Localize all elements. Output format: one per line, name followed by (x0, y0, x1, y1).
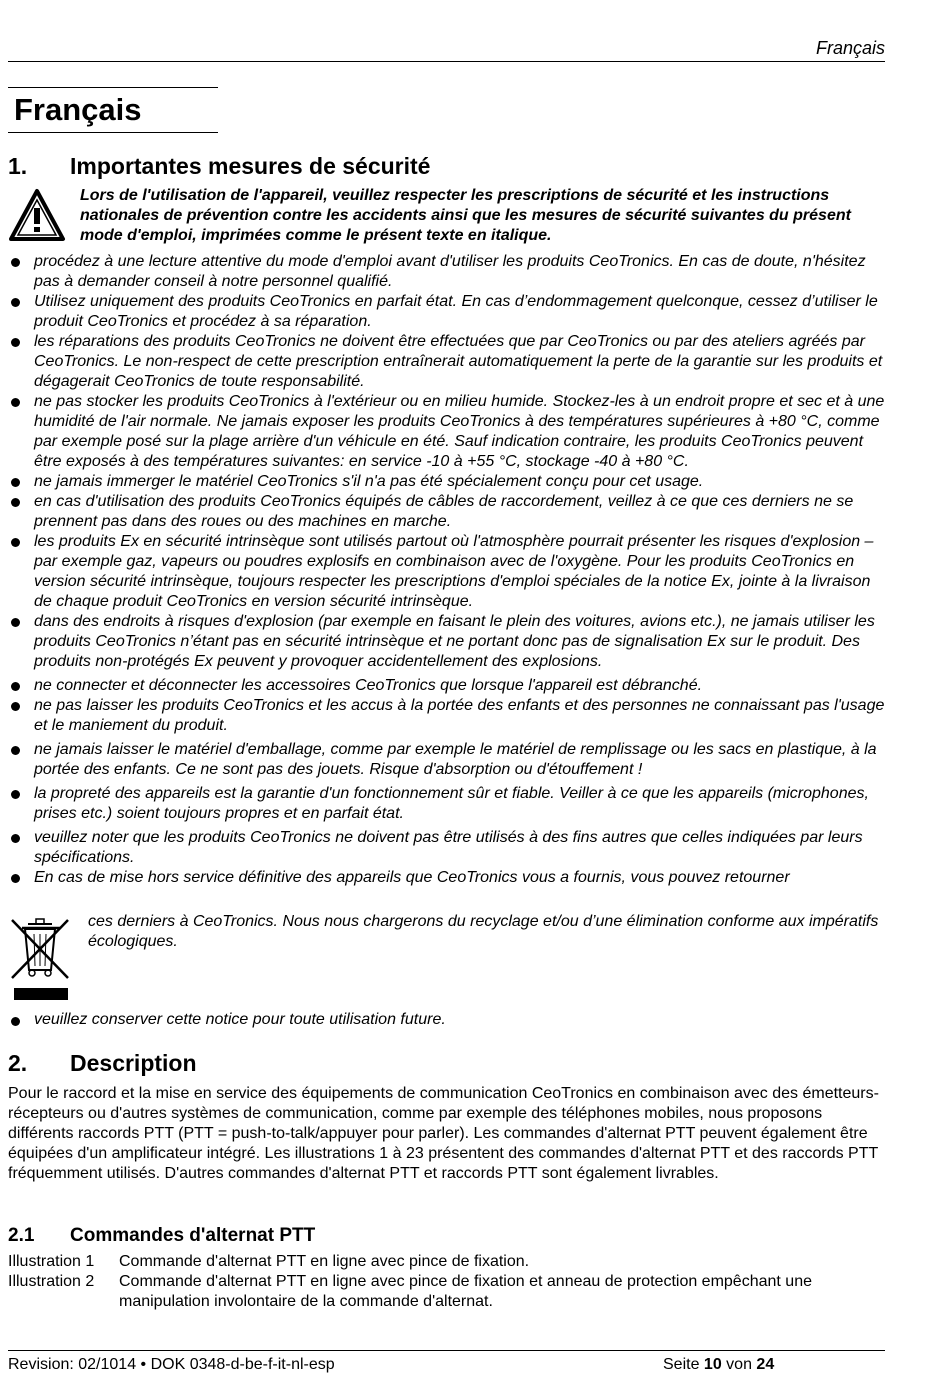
section-2-1-number: 2.1 (8, 1225, 35, 1246)
list-item: Utilisez uniquement des produits CeoTronics en parfait état. En cas d’endommagement quelconque, cessez d’utiliser le produit CeoTronics et procédez à sa réparation. (8, 292, 888, 332)
list-item: ne connecter et déconnecter les accessoires CeoTronics que lorsque l'appareil est débranché. (8, 676, 888, 696)
section-2-1-title: Commandes d'alternat PTT (70, 1225, 316, 1246)
language-title: Français (14, 92, 142, 127)
bullet-icon (11, 834, 20, 843)
bullet-icon (11, 258, 20, 267)
illustration-row (8, 1252, 888, 1272)
section-1-heading (8, 153, 430, 180)
safety-bullet-list (8, 252, 888, 888)
illustration-label: Illustration 2 (8, 1273, 95, 1290)
list-item: procédez à une lecture attentive du mode d'emploi avant d'utiliser les produits CeoTronics. En cas de doute, n'hésitez pas à demander conseil à notre personnel qualifié. (8, 252, 888, 292)
list-item: En cas de mise hors service définitive des appareils que CeoTronics vous a fournis, vous pouvez retourner (8, 868, 888, 888)
illustration-text: Commande d'alternat PTT en ligne avec pince de fixation. (119, 1253, 530, 1270)
disposal-text: ces derniers à CeoTronics. Nous nous chargerons du recyclage et/ou d’une élimination conforme aux impératifs écologiques. (88, 913, 879, 950)
language-title-box (8, 87, 218, 133)
bullet-icon (11, 702, 20, 711)
bullet-icon (11, 790, 20, 799)
list-item: ne pas laisser les produits CeoTronics et les accus à la portée des enfants et des personnes ne connaissant pas l'usage et le maniement du produit. (8, 696, 888, 736)
crossed-out-bin-icon (8, 912, 72, 1004)
list-item: veuillez noter que les produits CeoTronics ne doivent pas être utilisés à des fins autres que celles indiquées par leurs spécifications. (8, 828, 888, 868)
bullet-icon (11, 398, 20, 407)
section-2-heading (8, 1050, 197, 1077)
section-1-number: 1. (8, 153, 28, 179)
section-2-1-heading (8, 1225, 315, 1247)
list-item: ne jamais immerger le matériel CeoTronics s'il n'a pas été spécialement conçu pour cet usage. (8, 472, 888, 492)
list-item: veuillez conserver cette notice pour toute utilisation future. (8, 1011, 446, 1029)
header-rule (8, 61, 885, 62)
section-1-title: Importantes mesures de sécurité (70, 153, 431, 179)
list-item: ne pas stocker les produits CeoTronics à l'extérieur ou en milieu humide. Stockez-les à un endroit propre et sec et à une humidité de l'air normale. Ne jamais exposer les produits CeoTronics à des températures supérieures à +80 °C, comme par exemple posé sur la plage arrière d'un véhicule en été. Sauf indication contraire, les produits CeoTronics peuvent être exposés à des températures suivantes: en service -10 à +55 °C, stockage -40 à +80 °C. (8, 392, 888, 472)
illustration-label: Illustration 1 (8, 1253, 95, 1270)
section-2-title: Description (70, 1050, 197, 1076)
list-item: en cas d'utilisation des produits CeoTronics équipés de câbles de raccordement, veillez à ce que ces derniers ne se prennent pas dans des roues ou des machines en marche. (8, 492, 888, 532)
illustration-text: Commande d'alternat PTT en ligne avec pince de fixation et anneau de protection empêchant une manipulation involontaire de la commande d'alternat. (119, 1273, 812, 1310)
bullet-icon (11, 618, 20, 627)
footer-rule (8, 1350, 885, 1351)
list-item: les produits Ex en sécurité intrinsèque sont utilisés partout où l'atmosphère pourrait présenter les risques d'explosion – par exemple gaz, vapeurs ou poudres explosifs en combinaison avec de l'oxygène. Pour les produits CeoTronics en version sécurité intrinsèque, toujours respecter les prescriptions d'emploi spéciales de la notice Ex, jointe à la livraison de chaque produit CeoTronics en version sécurité intrinsèque. (8, 532, 888, 612)
list-item: dans des endroits à risques d'explosion (par exemple en faisant le plein des voitures, avions etc.), ne jamais utiliser les produits CeoTronics n’étant pas en sécurité intrinsèque et ne portant donc pas de signalisation Ex sur le produit. Des produits non-protégés Ex peuvent y provoquer accidentellement des explosions. (8, 612, 888, 672)
description-paragraph: Pour le raccord et la mise en service des équipements de communication CeoTronics en combinaison avec des émetteurs-récepteurs ou d'autres systèmes de communication, comme par exemple des téléphones mobiles, nous proposons différents raccords PTT (PTT = push-to-talk/appuyer pour parler). Les commandes d'alternat PTT peuvent également être équipées d'un amplificateur intégré. Les illustrations 1 à 23 présentent des commandes d'alternat PTT et des raccords PTT fréquemment utilisés. D'autres commandes d'alternat PTT et raccords PTT sont également livrables. (8, 1085, 879, 1182)
warning-triangle-icon (8, 188, 66, 242)
section-2-number: 2. (8, 1050, 28, 1076)
list-item: les réparations des produits CeoTronics ne doivent être effectuées que par CeoTronics ou par des ateliers agréés par CeoTronics. Le non-respect de cette prescription entraînerait automatiquement la perte de la garantie sur les produits et dégagerait CeoTronics de toute responsabilité. (8, 332, 888, 392)
bullet-icon (11, 746, 20, 755)
bullet-icon (11, 498, 20, 507)
bullet-icon (11, 682, 20, 691)
footer-page-number: Seite 10 von 24 (663, 1356, 775, 1373)
bullet-icon (11, 478, 20, 487)
bullet-icon (11, 874, 20, 883)
header-language: Français (815, 38, 885, 58)
bullet-icon (11, 298, 20, 307)
bullet-icon (11, 1017, 20, 1026)
bullet-icon (11, 338, 20, 347)
list-item: ne jamais laisser le matériel d'emballage, comme par exemple le matériel de remplissage ou les sacs en plastique, à la portée des enfants. Ce ne sont pas des jouets. Risque d'absorption ou d'étouffement ! (8, 740, 888, 780)
list-item: la propreté des appareils est la garantie d'un fonctionnement sûr et fiable. Veiller à ce que les appareils (microphones, prises etc.) soient toujours propres et en parfait état. (8, 784, 888, 824)
safety-intro: Lors de l'utilisation de l'appareil, veuillez respecter les prescriptions de sécurité et les instructions nationales de prévention contre les accidents ainsi que les mesures de sécurité suivantes du présent mode d'emploi, imprimées comme le présent texte en italique. (80, 187, 851, 244)
illustration-row (8, 1272, 888, 1312)
footer-revision: Revision: 02/1014 • DOK 0348-d-be-f-it-nl-esp (8, 1356, 335, 1373)
bullet-icon (11, 538, 20, 547)
